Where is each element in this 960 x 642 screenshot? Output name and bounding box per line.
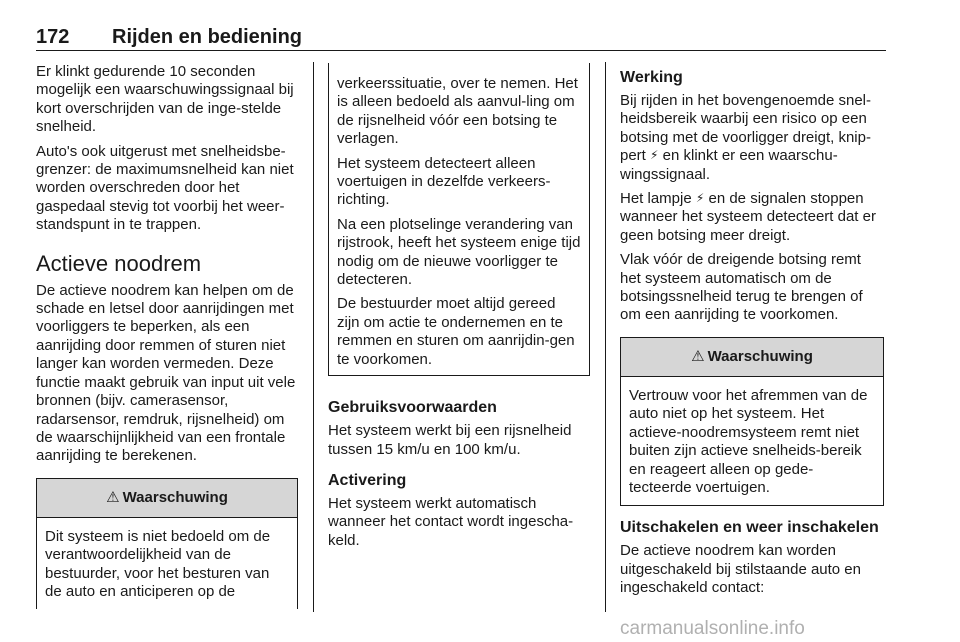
header-rule xyxy=(36,50,886,51)
warning-cont-paragraph-4: De bestuurder moet altijd gereed zijn om actie te ondernemen en te remmen en sturen om aanrijdin-gen te voorkomen. xyxy=(337,295,575,368)
warning-box-2-body xyxy=(621,377,883,505)
warning-box-2-header xyxy=(621,338,883,377)
warning-box-1 xyxy=(36,478,298,610)
section-heading-activering: Activering xyxy=(328,471,407,489)
col2-paragraph-2: Het systeem werkt automatisch wanneer het contact wordt ingescha-keld. xyxy=(328,494,574,549)
column-1 xyxy=(36,63,298,609)
warning-box-1-title: Waarschuwing xyxy=(122,488,228,506)
col2-paragraph-1: Het systeem werkt bij een rijsnelheid tussen 15 km/u en 100 km/u. xyxy=(328,422,572,458)
warning-triangle-icon: ⚠ xyxy=(106,488,120,506)
col3-paragraph-3: Vlak vóór de dreigende botsing remt het systeem automatisch om de botsingssnelheid terug te brengen of om een aanrijding te voorkomen. xyxy=(620,251,863,324)
column-divider-1 xyxy=(313,62,314,612)
warning-cont-paragraph-2: Het systeem detecteert alleen voertuigen in dezelfde verkeers-richting. xyxy=(337,154,551,209)
warning-box-1-header xyxy=(37,479,297,518)
section-heading-uitschakelen: Uitschakelen en weer inschakelen xyxy=(620,519,879,537)
collision-warning-lamp-icon: ⚡ xyxy=(650,148,659,163)
warning-box-2-text: Vertrouw voor het afremmen van de auto niet op het systeem. Het actieve-noodremsysteem remt niet buiten zijn actieve snelheids-bereik en reageert alleen op gede-tecteerde voertuigen. xyxy=(629,386,868,496)
section-heading-gebruiksvoorwaarden: Gebruiksvoorwaarden xyxy=(328,399,497,417)
warning-box-1-text: Dit systeem is niet bedoeld om de verantwoordelijkheid van de bestuurder, voor het besturen van de auto en anticiperen op de xyxy=(45,527,271,600)
col1-paragraph-1: Er klinkt gedurende 10 seconden mogelijk een waarschuwingssignaal bij kort overschrijden van de inge-stelde snelheid. xyxy=(36,63,294,136)
warning-cont-paragraph-3: Na een plotselinge verandering van rijstrook, heeft het systeem enige tijd nodig om de nieuwe voorligger te detecteren. xyxy=(337,215,581,289)
column-3 xyxy=(620,63,884,604)
col3-paragraph-2: Het lampje ⚡ en de signalen stoppen wanneer het systeem detecteert dat er geen botsing meer dreigt. xyxy=(620,190,876,244)
warning-box-2-title: Waarschuwing xyxy=(707,347,813,365)
page-title: Rijden en bediening xyxy=(112,26,303,48)
warning-box-1-body xyxy=(37,518,297,610)
column-2 xyxy=(328,63,590,556)
warning-box-2 xyxy=(620,337,884,506)
section-heading-werking: Werking xyxy=(620,69,683,86)
col3-paragraph-1: Bij rijden in het bovengenoemde snel-heidsbereik waarbij een risico op een botsing met de voorligger dreigt, knip-pert ⚡ en klinkt er een waarschu-wingssignaal. xyxy=(620,92,871,183)
page-header xyxy=(36,26,886,50)
col1-paragraph-3: De actieve noodrem kan helpen om de schade en letsel door aanrijdingen met voorliggers te beperken, als een aanrijding door remmen of sturen niet langer kan worden vermeden. Deze functie maakt gebruik van input uit vele bronnen (bijv. camerasensor, radarsensor, remdruk, rijsnelheid) om de waarschijnlijkheid van een frontale aanrijding te berekenen. xyxy=(36,281,296,465)
warning-triangle-icon: ⚠ xyxy=(691,347,705,365)
page-number: 172 xyxy=(36,26,70,48)
column-divider-2 xyxy=(605,62,606,612)
col3-paragraph-4: De actieve noodrem kan worden uitgeschakeld bij stilstaande auto en ingeschakeld contact: xyxy=(620,542,861,597)
collision-warning-lamp-icon: ⚡ xyxy=(695,191,705,206)
section-heading-actieve-noodrem: Actieve noodrem xyxy=(36,250,202,276)
warning-cont-paragraph-1: verkeerssituatie, over te nemen. Het is alleen bedoeld als aanvul-ling om de rijsnelheid vóór een botsing te verlagen. xyxy=(337,75,578,148)
warning-box-1-continued xyxy=(328,63,590,376)
watermark: carmanualsonline.info xyxy=(620,618,805,639)
col1-paragraph-2: Auto's ook uitgerust met snelheidsbe-grenzer: de maximumsnelheid kan niet worden overschreden door het gaspedaal stevig tot voorbij het weer-standspunt in te trappen. xyxy=(36,142,294,234)
